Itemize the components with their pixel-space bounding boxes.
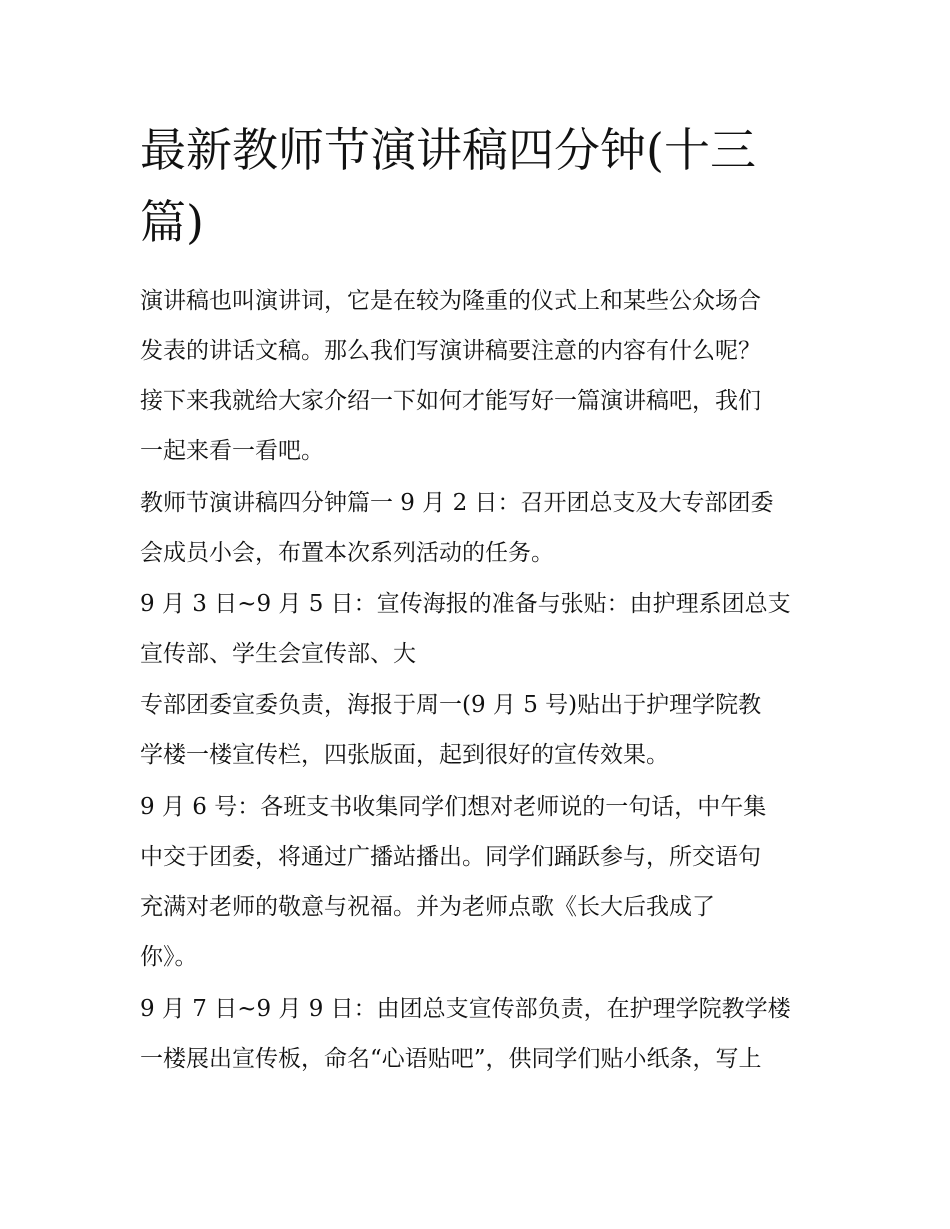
text-line: 会成员小会，布置本次系列活动的任务。 [140, 540, 554, 566]
text-line: 9 月 3 日~9 月 5 日：宣传海报的准备与张贴：由护理系团总支 [140, 591, 791, 617]
document-title [140, 114, 820, 258]
text-line: 接下来我就给大家介绍一下如何才能写好一篇演讲稿吧，我们 [140, 388, 761, 414]
text-line: 9 月 7 日~9 月 9 日：由团总支宣传部负责，在护理学院教学楼 [140, 996, 791, 1022]
paragraph-board [140, 984, 820, 1084]
title-line: 篇) [140, 195, 204, 249]
text-line: 一起来看一看吧。 [140, 438, 324, 464]
text-line: 学楼一楼宣传栏，四张版面，起到很好的宣传效果。 [140, 742, 669, 768]
paragraph-intro [140, 276, 820, 476]
text-line: 演讲稿也叫演讲词，它是在较为隆重的仪式上和某些公众场合 [140, 288, 761, 314]
paragraph-section-one [140, 478, 820, 578]
text-line: 宣传部、学生会宣传部、大 [140, 641, 416, 667]
text-line: 发表的讲话文稿。那么我们写演讲稿要注意的内容有什么呢？ [140, 338, 761, 364]
paragraph-poster-display [140, 680, 820, 780]
text-line: 一楼展出宣传板，命名“心语贴吧”，供同学们贴小纸条，写上 [140, 1046, 762, 1072]
text-line: 充满对老师的敬意与祝福。并为老师点歌《长大后我成了 [140, 894, 715, 920]
text-line: 你》。 [140, 944, 198, 970]
title-line: 最新教师节演讲稿四分钟(十三 [140, 123, 756, 177]
paragraph-posters [140, 579, 820, 679]
text-line: 中交于团委，将通过广播站播出。同学们踊跃参与，所交语句 [140, 844, 761, 870]
text-line: 9 月 6 号：各班支书收集同学们想对老师说的一句话，中午集 [140, 794, 767, 820]
text-line: 专部团委宣委负责，海报于周一(9 月 5 号)贴出于护理学院教 [140, 692, 762, 718]
text-line: 教师节演讲稿四分钟篇一 9 月 2 日：召开团总支及大专部团委 [140, 490, 774, 516]
paragraph-messages [140, 782, 820, 982]
